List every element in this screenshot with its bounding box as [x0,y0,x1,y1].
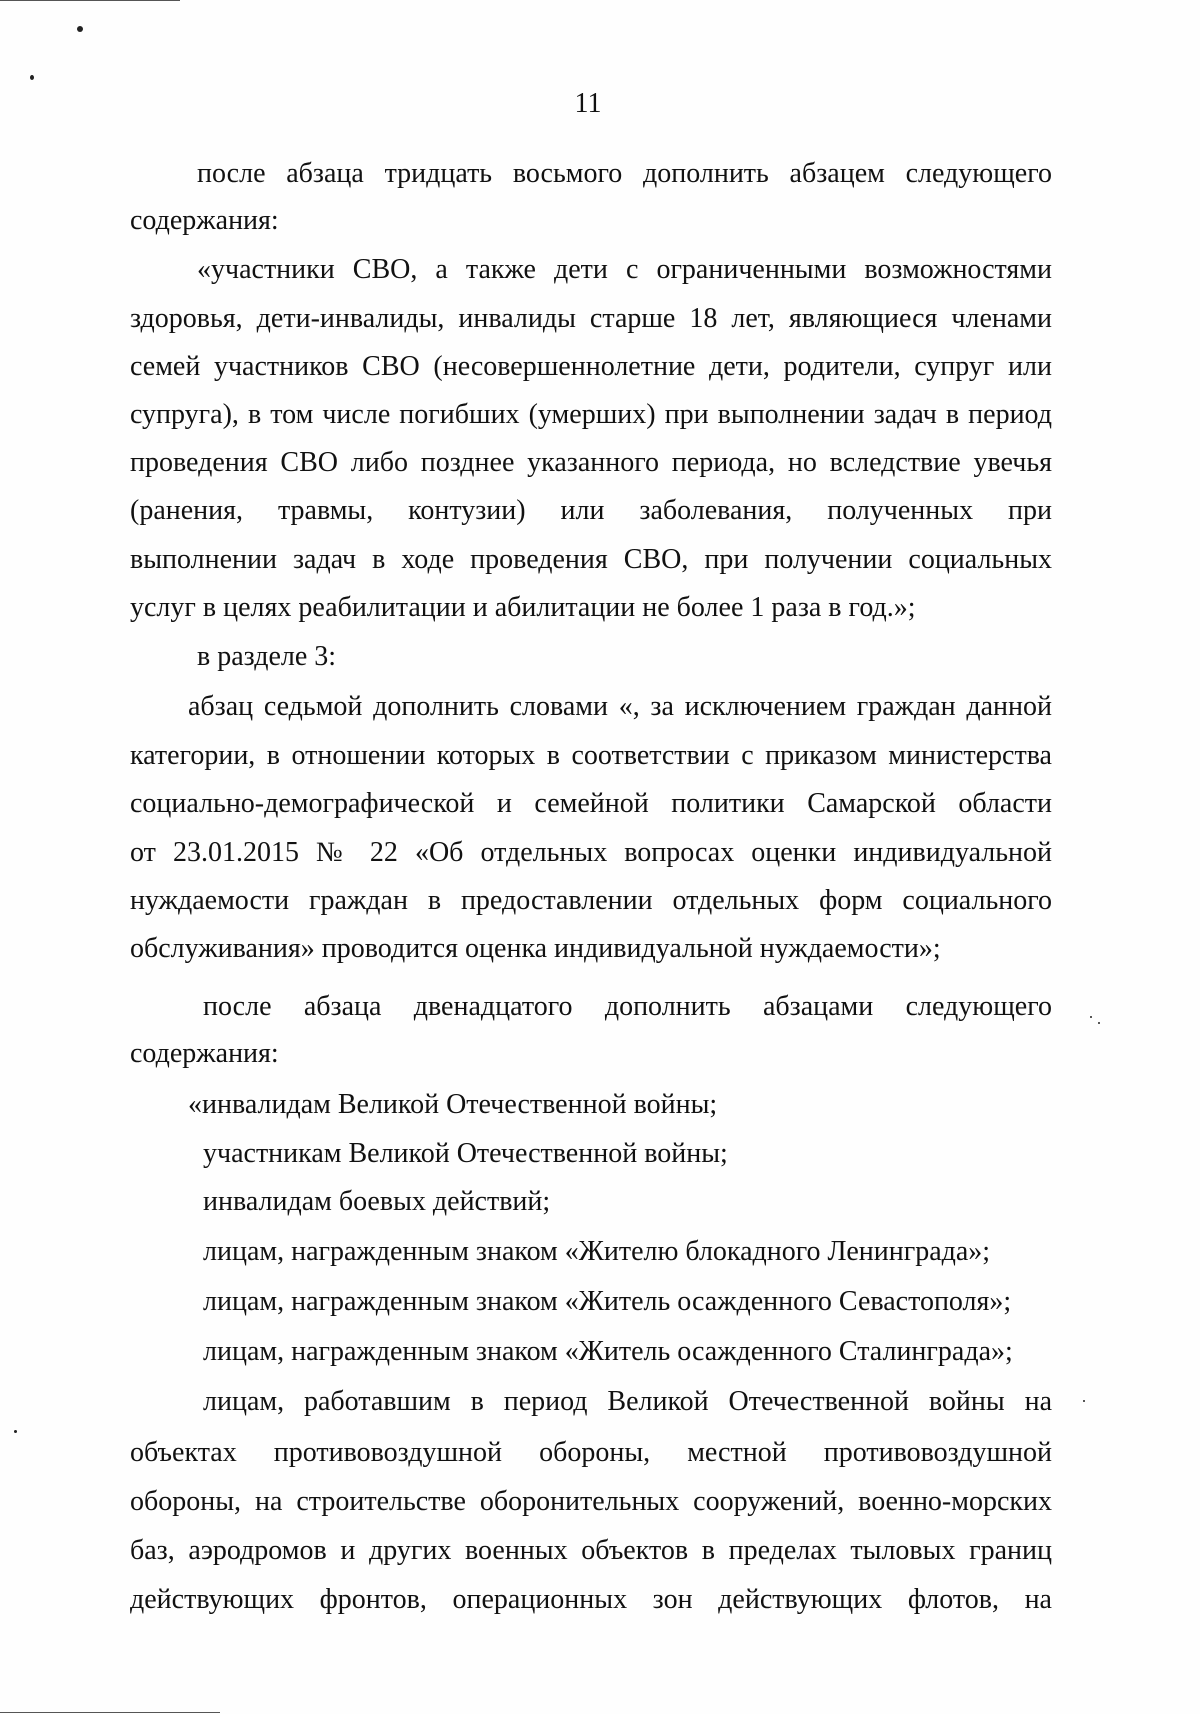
scan-edge-bottom [0,1712,220,1713]
text-line: «инвалидам Великой Отечественной войны; [188,1089,718,1120]
text-line: семей участников СВО (несовершеннолетние дети, родители, супруг или [130,351,1052,382]
text-line: лицам, работавшим в период Великой Отечественной войны на [203,1386,1052,1417]
text-line: инвалидам боевых действий; [203,1186,551,1217]
text-line: объектах противовоздушной обороны, местной противовоздушной [130,1437,1052,1468]
text-line: лицам, награжденным знаком «Жителю блокадного Ленинграда»; [203,1236,991,1267]
text-line: «участники СВО, а также дети с ограниченными возможностями [197,254,1052,285]
text-line: содержания: [130,205,279,236]
text-line: в разделе 3: [197,641,337,672]
scan-dot [30,75,34,80]
text-line: супруга), в том числе погибших (умерших) при выполнении задач в период [130,399,1052,430]
scan-dot [1098,1022,1100,1024]
text-line: обороны, на строительстве оборонительных сооружений, военно-морских [130,1486,1052,1517]
text-line: нуждаемости граждан в предоставлении отдельных форм социального [130,885,1052,916]
text-line: от 23.01.2015 № 22 «Об отдельных вопросах оценки индивидуальной [130,837,1052,868]
text-line: действующих фронтов, операционных зон действующих флотов, на [130,1584,1052,1615]
text-line: лицам, награжденным знаком «Житель осажденного Севастополя»; [203,1286,1012,1317]
scan-edge-top [0,0,180,1]
scan-dot [1083,1400,1085,1402]
text-line: здоровья, дети-инвалиды, инвалиды старше 18 лет, являющиеся членами [130,303,1052,334]
text-line: выполнении задач в ходе проведения СВО, при получении социальных [130,544,1052,575]
text-line: социально-демографической и семейной политики Самарской области [130,788,1052,819]
scan-dot [14,1430,17,1433]
text-line: баз, аэродромов и других военных объектов в пределах тыловых границ [130,1535,1052,1566]
text-line: после абзаца тридцать восьмого дополнить абзацем следующего [197,158,1052,189]
text-line: после абзаца двенадцатого дополнить абзацами следующего [203,991,1052,1022]
text-line: лицам, награжденным знаком «Житель осажденного Сталинграда»; [203,1336,1013,1367]
text-line: содержания: [130,1038,279,1069]
text-line: обслуживания» проводится оценка индивидуальной нуждаемости»; [130,933,941,964]
page-number: 11 [574,88,602,119]
scan-dot [1090,1016,1092,1018]
text-line: проведения СВО либо позднее указанного периода, но вследствие увечья [130,447,1052,478]
text-line: услуг в целях реабилитации и абилитации не более 1 раза в год.»; [130,592,916,623]
text-line: абзац седьмой дополнить словами «, за исключением граждан данной [188,691,1052,722]
scan-dot [77,26,83,32]
text-line: категории, в отношении которых в соответствии с приказом министерства [130,740,1052,771]
text-line: (ранения, травмы, контузии) или заболевания, полученных при [130,495,1052,526]
text-line: участникам Великой Отечественной войны; [203,1138,728,1169]
